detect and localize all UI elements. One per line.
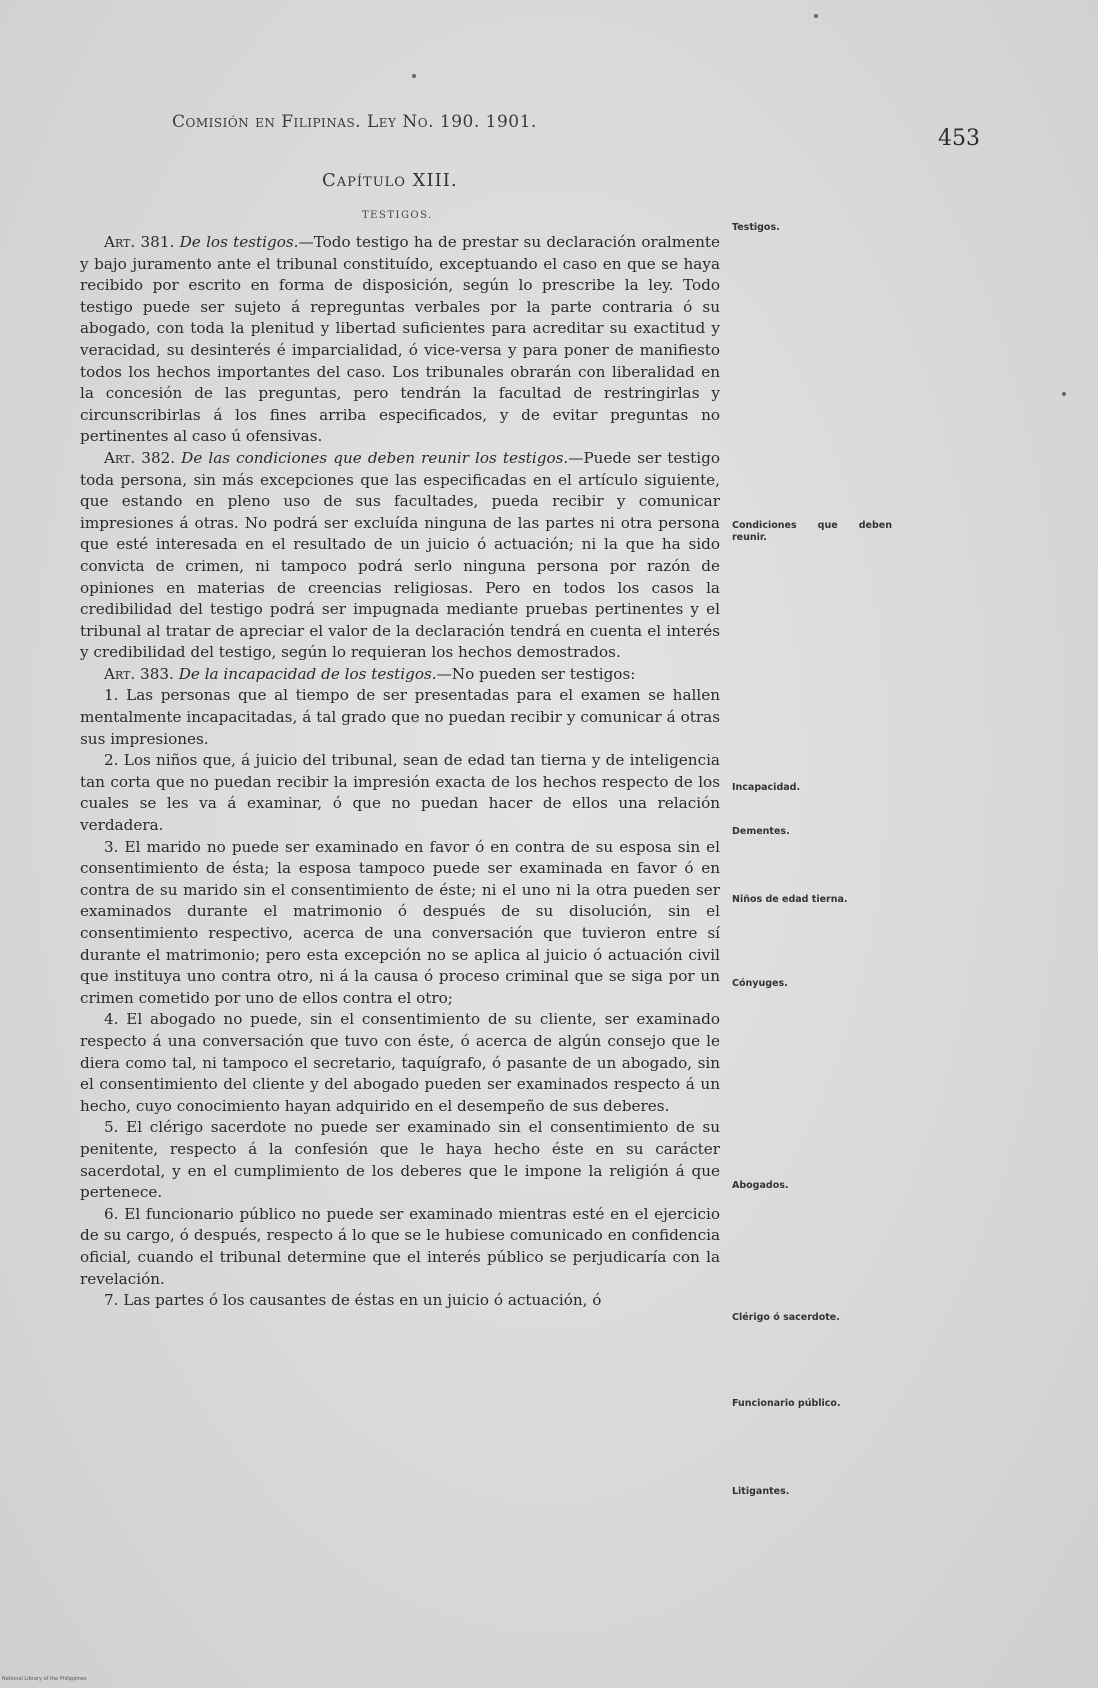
margin-note-abogados: Abogados. xyxy=(732,1180,789,1191)
list-item: 7. Las partes ó los causantes de éstas en un juicio ó actuación, ó xyxy=(104,1291,602,1310)
footer-credit: National Library of the Philippines xyxy=(2,1676,87,1682)
margin-note-condiciones: Condiciones que deben reunir. xyxy=(732,520,892,543)
running-head: Comisión en Filipinas. Ley No. 190. 1901. xyxy=(172,112,537,132)
list-item: 6. El funcionario público no puede ser examinado mientras esté en el ejercicio de su cargo, ó después, respecto á lo que se le hubiese comunicado en confidencia oficial, cuando el tribunal determine que el interés público se perjudicaría con la revelación. xyxy=(80,1204,720,1288)
article-text: —Puede ser testigo toda persona, sin más excepciones que las especificadas en el artículo siguiente, que estando en pleno uso de sus facultades, pueda recibir y comunicar impresiones á otras. No podrá ser excluída ninguna de las partes ni otra persona que esté interesada en el resultado de un juicio ó actuación; ni la que ha sido convicta de crimen, ni tampoco podrá serlo ninguna persona por razón de opiniones en materias de creencias religiosas. Pero en todos los casos la credibilidad del testigo podrá ser impugnada mediante pruebas pertinentes y el tribunal al tratar de apreciar el valor de la declaración tendrá en cuenta el interés y credibilidad del testigo, según lo requieran los hechos demostrados. xyxy=(80,448,720,662)
margin-note-funcionario: Funcionario público. xyxy=(732,1398,841,1409)
list-item: 3. El marido no puede ser examinado en favor ó en contra de su esposa sin el consentimiento de ésta; la esposa tampoco puede ser examinada en favor ó en contra de su marido sin el consentimiento de éste; ni el uno ni la otra pueden ser examinados durante el matrimonio ó después de su disolución, sin el consentimiento respectivo, acerca de una conversación que tuvieron entre sí durante el matrimonio; pero esta excepción no se aplica al juicio ó actuación civil que instituya uno contra otro, ni á la causa ó proceso criminal que se siga por un crimen cometido por uno de ellos contra el otro; xyxy=(80,837,720,1007)
scan-speck xyxy=(412,74,416,78)
body-text xyxy=(80,232,720,1312)
margin-note-conyuges: Cónyuges. xyxy=(732,978,788,989)
article-title: De las condiciones que deben reunir los testigos. xyxy=(181,448,569,467)
margin-note-clerigo: Clérigo ó sacerdote. xyxy=(732,1312,840,1323)
scan-speck xyxy=(814,14,818,18)
margin-note-incapacidad: Incapacidad. xyxy=(732,782,801,793)
article-title: De los testigos. xyxy=(179,233,299,251)
article-381 xyxy=(80,232,720,448)
article-title: De la incapacidad de los testigos. xyxy=(178,664,437,683)
section-heading: TESTIGOS. xyxy=(362,210,433,221)
article-number: Art. 382. xyxy=(104,448,176,467)
article-text: —Todo testigo ha de prestar su declaración oralmente y bajo juramento ante el tribunal constituído, exceptuando el caso en que se haya recibido por escrito en forma de disposición, según lo prescribe la ley. Todo testigo puede ser sujeto á repreguntas verbales por la parte contraria ó su abogado, con toda la plenitud y libertad suficientes para acreditar su exactitud y veracidad, su desinterés é imparcialidad, ó vice-versa y para poner de manifiesto todos los hechos importantes del caso. Los tribunales obrarán con liberalidad en la concesión de las preguntas, pero tendrán la facultad de restringirlas y circunscribirlas á los fines arriba especificados, y de evitar preguntas no pertinentes al caso ú ofensivas. xyxy=(80,233,720,446)
list-item: 4. El abogado no puede, sin el consentimiento de su cliente, ser examinado respecto á una conversación que tuvo con éste, ó acerca de algún consejo que le diera como tal, ni tampoco el secretario, taquígrafo, ó pasante de un abogado, sin el consentimiento del cliente y del abogado pueden ser examinados respecto á un hecho, cuyo conocimiento hayan adquirido en el desempeño de sus deberes. xyxy=(80,1010,720,1115)
list-item: 2. Los niños que, á juicio del tribunal, sean de edad tan tierna y de inteligencia tan corta que no puedan recibir la impresión exacta de los hechos respecto de los cuales se les va á examinar, ó que no puedan hacer de ellos una relación verdadera. xyxy=(80,751,720,835)
page-number: 453 xyxy=(938,126,980,151)
article-number: Art. 381. xyxy=(104,233,175,251)
article-text: —No pueden ser testigos: xyxy=(436,664,636,683)
margin-note-testigos: Testigos. xyxy=(732,222,780,233)
margin-note-ninos: Niños de edad tierna. xyxy=(732,894,848,905)
article-number: Art. 383. xyxy=(104,664,174,683)
article-382 xyxy=(80,448,720,664)
article-383 xyxy=(80,664,720,686)
scan-speck xyxy=(1062,392,1066,396)
list-item: 1. Las personas que al tiempo de ser presentadas para el examen se hallen mentalmente incapacitadas, á tal grado que no puedan recibir y comunicar á otras sus impresiones. xyxy=(80,686,720,748)
margin-note-litigantes: Litigantes. xyxy=(732,1486,790,1497)
chapter-heading: Capítulo XIII. xyxy=(322,170,458,191)
margin-note-dementes: Dementes. xyxy=(732,826,790,837)
list-item: 5. El clérigo sacerdote no puede ser examinado sin el consentimiento de su penitente, respecto á la confesión que le haya hecho éste en su carácter sacerdotal, y en el cumplimiento de los deberes que le impone la religión á que pertenece. xyxy=(80,1118,720,1202)
